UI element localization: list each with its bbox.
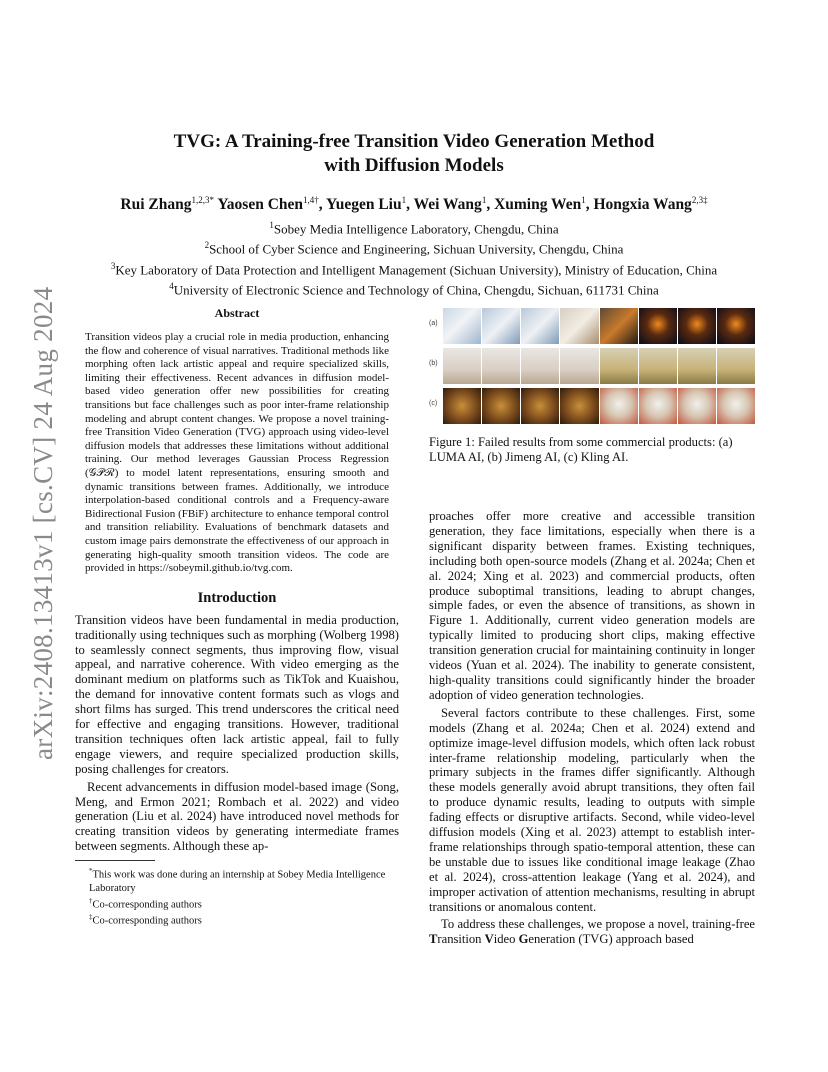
emphasis-letter: V <box>484 932 494 947</box>
paragraph-text: ideo <box>493 932 519 947</box>
title-line-2: with Diffusion Models <box>324 155 504 176</box>
affiliation-text: Sobey Media Intelligence Laboratory, Chengdu, China <box>273 221 559 237</box>
body-paragraph-2: Several factors contribute to these challenges. First, some models (Zhang et al. 2024a; Chen et al. 2024) extend and optimize image-level diffusion models, which often lack robust inter-frame relationship modeling, particularly when the primary subjects in the frames differ significantly. Although these models generally avoid abrupt transitions, they often fail to produce dynamic results, leading to outputs with simple fading effects or disruptive artifacts. Second, while video-level diffusion models (Xing et al. 2023) attempt to establish inter-frame relationships through spatio-temporal attention, these can be unstable due to issues like conditional image leakage (Zhao et al. 2024), cross-attention leakage (Yang et al. 2024), and improper activation of attention mechanisms, resulting in abrupt transitions or anomalous content. <box>429 705 755 914</box>
emphasis-letter: T <box>429 932 438 947</box>
video-frame <box>443 348 481 384</box>
author-name: Yaosen Chen <box>217 196 304 214</box>
video-frame <box>600 308 638 344</box>
affiliation-line <box>0 278 828 298</box>
author-name: Yuegen Liu <box>325 196 402 214</box>
footnote <box>75 865 399 895</box>
video-frame <box>639 308 677 344</box>
paper-title <box>0 130 828 178</box>
footnote-rule <box>75 860 155 861</box>
right-column <box>429 302 755 947</box>
affiliation-line <box>0 258 828 278</box>
author-affil-mark: 1 <box>481 195 487 205</box>
affiliation-mark: 1 <box>269 220 274 231</box>
author-affil-mark: 1,2,3* <box>191 195 214 205</box>
paragraph-text: eneration (TVG) approach based <box>528 932 694 947</box>
intro-paragraph-2: Recent advancements in diffusion model-based image (Song, Meng, and Ermon 2021; Rombach et al. 2022) and video generation (Liu et al. 2024) have introduced novel methods for creating transition videos by generating intermediate frames between segments. Although these ap- <box>75 779 399 854</box>
footnote <box>75 895 399 912</box>
video-frame <box>443 388 481 424</box>
video-frame <box>678 388 716 424</box>
video-frame <box>521 388 559 424</box>
author-affil-mark: 2,3‡ <box>691 195 708 205</box>
author-affil-mark: 1,4† <box>303 195 319 205</box>
affiliation-line <box>0 237 828 257</box>
title-line-1: TVG: A Training-free Transition Video Generation Method <box>173 131 655 152</box>
video-frame <box>678 308 716 344</box>
arxiv-stamp <box>10 286 70 766</box>
affiliation-text: School of Cyber Science and Engineering, Sichuan University, Chengdu, China <box>209 241 624 257</box>
footnote-mark: * <box>89 867 93 876</box>
video-frame <box>560 308 598 344</box>
body-paragraph-1: proaches offer more creative and accessible transition generation, they face limitations, especially when there is a significant disparity between frames. Existing techniques, including both open-source models (Zhang et al. 2024a; Chen et al. 2024; Xing et al. 2023) and commercial products, often produce suboptimal transitions, leading to abrupt changes, simple fades, or even the absence of transitions, as shown in Figure 1. Additionally, current video generation models are typically limited to producing short clips, making effective transition generation crucial for maintaining continuity in longer videos (Yuan et al. 2024). The inability to generate consistent, high-quality transitions could significantly hinder the broader adoption of video generation technologies. <box>429 509 755 702</box>
video-frame <box>521 348 559 384</box>
affiliations <box>0 217 828 298</box>
affiliation-text: Key Laboratory of Data Protection and Intelligent Management (Sichuan University), Ministry of Education, China <box>115 262 718 278</box>
video-frame <box>560 348 598 384</box>
emphasis-letter: G <box>518 932 529 947</box>
figure-frame-strip <box>443 348 755 384</box>
figure-1 <box>429 302 755 427</box>
paper-header <box>0 130 828 298</box>
author-name: Wei Wang <box>413 196 482 214</box>
video-frame <box>678 348 716 384</box>
paragraph-text: To address these challenges, we propose a novel, training-free <box>441 917 755 932</box>
video-frame <box>600 348 638 384</box>
author-name: Rui Zhang <box>120 196 192 214</box>
video-frame <box>717 348 755 384</box>
footnote-mark: ‡ <box>89 913 93 922</box>
figure-frame-strip <box>443 308 755 344</box>
video-frame <box>482 348 520 384</box>
footnote-mark: † <box>89 896 93 905</box>
paragraph-text: ransition <box>437 932 485 947</box>
video-frame <box>600 388 638 424</box>
introduction-heading: Introduction <box>197 589 277 606</box>
footnote-text: This work was done during an internship at Sobey Media Intelligence Laboratory <box>89 869 386 894</box>
figure-row-b <box>429 348 755 384</box>
author-list: Rui Zhang$^{1,2,3*}$ Yaosen Chen$^{1,4\dagger}$, Yuegen Liu$^1$, Wei Wang$^1$, Xuming Wen$^1$, Hongxia Wang$^{2,3\ddagger}$ <box>120 195 708 214</box>
figure-row-a <box>429 308 755 344</box>
footnote-text: Co-corresponding authors <box>92 899 202 911</box>
affiliation-mark: 2 <box>204 240 210 251</box>
affiliation-text: University of Electronic Science and Technology of China, Chengdu, Sichuan, 611731 China <box>173 282 659 298</box>
video-frame <box>717 308 755 344</box>
figure-row-label: (a) <box>429 320 438 327</box>
footnote-text: Co-corresponding authors <box>92 915 202 927</box>
figure-row-label: (b) <box>429 360 438 367</box>
author-affil-mark: 1 <box>581 195 586 205</box>
video-frame <box>639 388 677 424</box>
footnote <box>75 911 399 928</box>
figure-caption: Figure 1: Failed results from some commercial products: (a) LUMA AI, (b) Jimeng AI, (c) Kling AI. <box>429 435 733 464</box>
author-name: Xuming Wen <box>494 196 582 214</box>
figure-frame-strip <box>443 388 755 424</box>
video-frame <box>521 308 559 344</box>
affiliation-line <box>0 217 828 237</box>
body-paragraph-3 <box>429 917 755 947</box>
figure-row-label: (c) <box>429 400 438 407</box>
figure-row-c <box>429 388 755 424</box>
arxiv-identifier: arXiv:2408.13413v1 [cs.CV] 24 Aug 2024 <box>28 286 58 760</box>
video-frame <box>482 308 520 344</box>
affiliation-mark: 3 <box>110 260 116 271</box>
author-name: Hongxia Wang <box>593 196 692 214</box>
left-column <box>75 306 399 928</box>
video-frame <box>639 348 677 384</box>
video-frame <box>482 388 520 424</box>
abstract-text: Transition videos play a crucial role in media production, enhancing the flow and coherence of visual narratives. Traditional methods like morphing often lack artistic appeal and require specialized skills, limiting their effectiveness. Recent advances in diffusion model-based video generation offer new possibilities for creating transitions but face challenges such as poor inter-frame relationship modeling and abrupt content changes. We propose a novel training-free Transition Video Generation (TVG) approach using video-level diffusion models that addresses these limitations without additional training. Our method leverages Gaussian Process Regression (𝒢𝒫ℛ) to model latent representations, ensuring smooth and dynamic transitions between frames. Additionally, we introduce interpolation-based conditional controls and a Frequency-aware Bidirectional Fusion (FBiF) architecture to enhance temporal control and transition reliability. Evaluations of benchmark datasets and custom image pairs demonstrate the effectiveness of our approach in generating high-quality smooth transition videos. The code are provided in https://sobeymil.github.io/tvg.com. <box>85 331 389 575</box>
affiliation-mark: 4 <box>169 281 174 292</box>
video-frame <box>443 308 481 344</box>
abstract-heading: Abstract <box>214 306 260 320</box>
video-frame <box>717 388 755 424</box>
video-frame <box>560 388 598 424</box>
author-affil-mark: 1 <box>401 195 407 205</box>
intro-paragraph-1: Transition videos have been fundamental in media production, traditionally using techniques such as morphing (Wolberg 1998) to seamlessly connect segments, thus improving flow, visual appeal, and narrative coherence. With video emerging as the dominant medium on platforms such as TikTok and Kuaishou, the demand for innovative content formats such as vlogs and short films has surged. This trend underscores the critical need for effective and engaging transitions. However, traditional transition techniques often lack artistic appeal, fail to fully engage viewers, and require specialized production skills, posing challenges for creators. <box>75 612 399 776</box>
